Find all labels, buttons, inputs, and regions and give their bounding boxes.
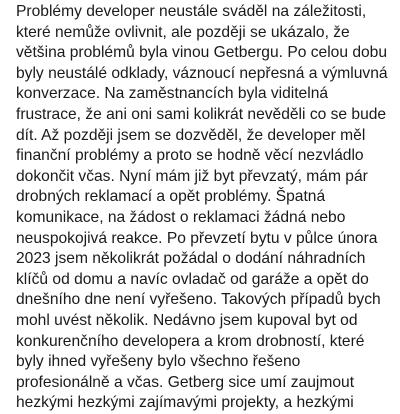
review-line: většina problémů byla vinou Getbergu. Po celou dobu — [16, 44, 388, 62]
review-line-clipped: hezkými hezkými zajímavými projekty, a hezkými — [16, 394, 354, 412]
review-line: komunikace, na žádost o reklamaci žádná nebo — [16, 208, 346, 226]
review-line: byly ihned vyřešeny bylo všechno řešeno — [16, 353, 301, 371]
review-line: byly neustálé odklady, váznoucí nepřesná a výmluvná — [16, 64, 388, 82]
review-line: drobných reklamací a opět problémy. Špatná — [16, 188, 326, 206]
review-line: dokončit včas. Nyní mám již byt převzatý, mám pár — [16, 167, 368, 185]
review-line: Problémy developer neustále sváděl na záležitosti, — [16, 3, 367, 20]
review-line: mohl uvést několik. Nedávno jsem kupoval byt od — [16, 311, 358, 329]
review-line: profesionálně a včas. Getberg sice umí zaujmout — [16, 373, 355, 391]
review-line: dnešního dne není vyřešeno. Takových případů bych — [16, 291, 381, 309]
review-line: 2023 jsem několikrát požádal o dodání náhradních — [16, 250, 366, 268]
review-line: finanční problémy a proto se hodně věcí nezvládlo — [16, 147, 364, 165]
review-line: konkurenčního developera a krom drobností, které — [16, 332, 365, 350]
review-line: dít. Až později jsem se dozvěděl, že developer měl — [16, 126, 366, 144]
review-line: frustrace, že ani oni sami kolikrát nevěděli co se bude — [16, 105, 387, 123]
review-line: konverzace. Na zaměstnancích byla viditelná — [16, 85, 329, 103]
review-line: neuspokojivá reakce. Po převzetí bytu v půlce února — [16, 229, 378, 247]
review-line: klíčů od domu a navíc ovladač od garáže a opět do — [16, 270, 369, 288]
review-text — [16, 2, 392, 412]
review-line: které nemůže ovlivnit, ale později se ukázalo, že — [16, 23, 350, 41]
